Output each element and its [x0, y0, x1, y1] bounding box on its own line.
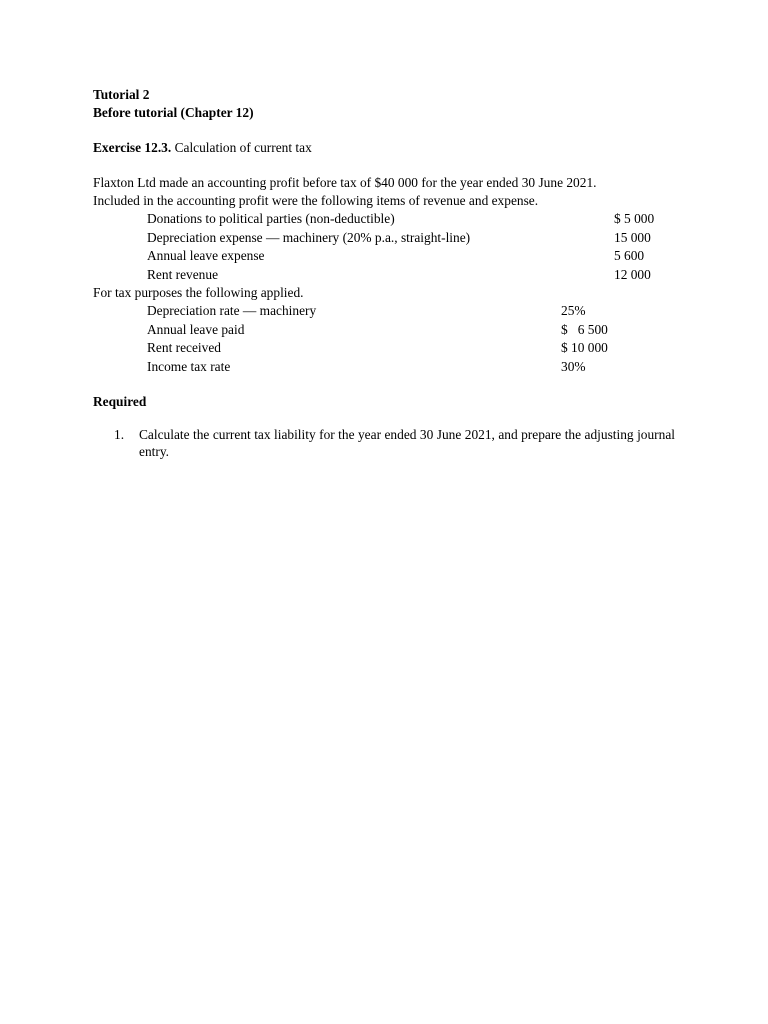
tax-item-amount: $ 6 500	[561, 321, 608, 337]
tax-item	[93, 358, 675, 377]
expense-item-amount: $ 5 000	[614, 211, 655, 226]
exercise-heading	[93, 139, 675, 157]
tax-item-amount: 25%	[561, 303, 586, 318]
tax-item	[93, 302, 675, 321]
tax-items-list	[93, 302, 675, 376]
exercise-title: Calculation of current tax	[174, 140, 312, 155]
tax-item-desc: Annual leave paid	[147, 321, 245, 337]
tutorial-title: Tutorial 2	[93, 87, 150, 102]
expense-item-desc: Rent revenue	[147, 266, 219, 282]
expense-item-amount: 5 600	[614, 248, 645, 263]
required-list	[93, 426, 675, 460]
expense-item	[93, 229, 675, 248]
expense-item	[93, 247, 675, 266]
tax-intro: For tax purposes the following applied.	[93, 285, 304, 300]
expense-item	[93, 210, 675, 229]
expense-items-list	[93, 210, 675, 284]
required-heading: Required	[93, 394, 147, 409]
tax-item	[93, 321, 675, 340]
tax-item-desc: Depreciation rate — machinery	[147, 303, 317, 318]
list-item-text: Calculate the current tax liability for the year ended 30 June 2021, and prepare the adjusting journal entry.	[139, 427, 675, 459]
tax-item-desc: Rent received	[147, 340, 221, 355]
tax-item-desc: Income tax rate	[147, 358, 231, 374]
document-page	[93, 86, 675, 460]
expense-item	[93, 266, 675, 285]
tax-item	[93, 339, 675, 358]
tutorial-subtitle: Before tutorial (Chapter 12)	[93, 105, 254, 120]
expense-item-amount: 12 000	[614, 266, 651, 282]
expense-item-desc: Depreciation expense — machinery (20% p.a., straight-line)	[147, 229, 471, 245]
exercise-label: Exercise 12.3.	[93, 140, 172, 155]
expense-item-desc: Annual leave expense	[147, 248, 265, 263]
expense-item-desc: Donations to political parties (non-deductible)	[147, 211, 395, 226]
expense-item-amount: 15 000	[614, 229, 651, 245]
tax-item-amount: 30%	[561, 358, 586, 374]
list-item	[93, 426, 675, 460]
intro-line-2: Included in the accounting profit were the following items of revenue and expense.	[93, 193, 539, 208]
tax-item-amount: $ 10 000	[561, 340, 608, 355]
list-item-number: 1.	[114, 427, 125, 442]
intro-line-1: Flaxton Ltd made an accounting profit before tax of $40 000 for the year ended 30 June 2021.	[93, 175, 597, 190]
